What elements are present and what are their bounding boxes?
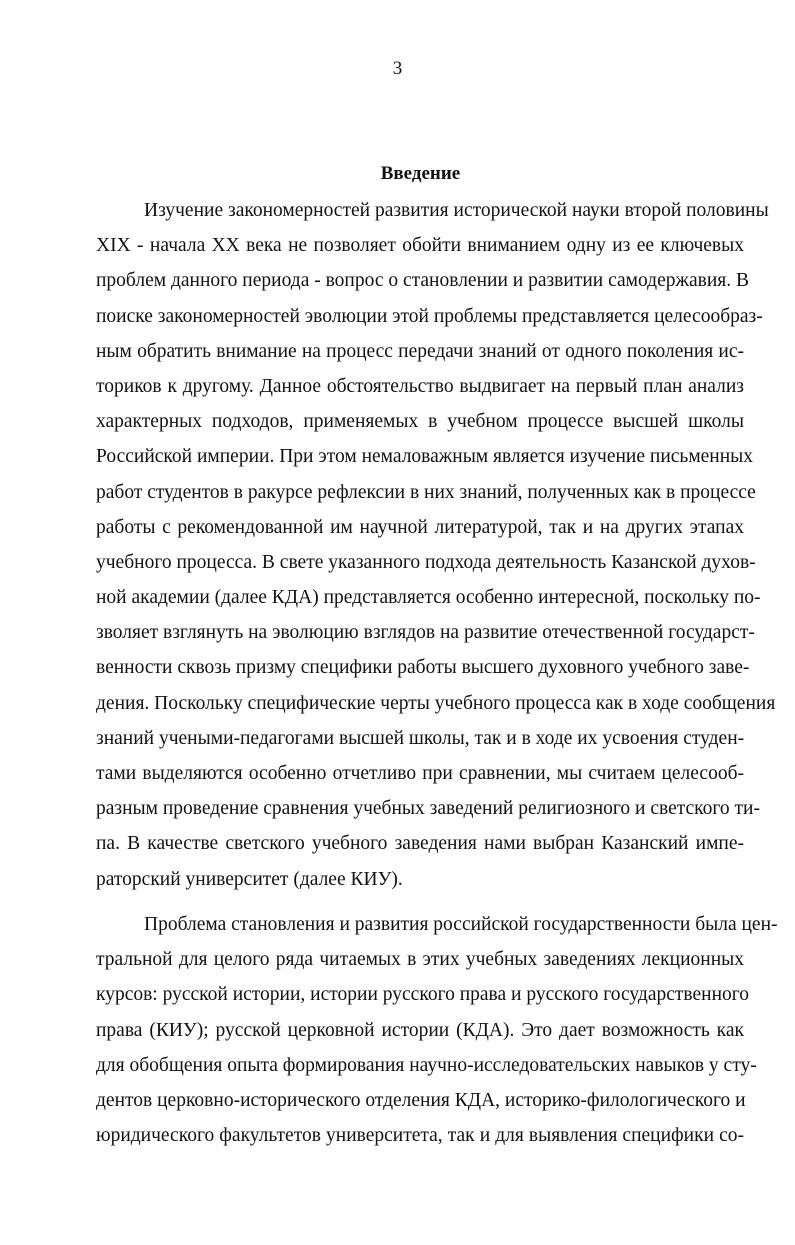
text-line: ториков к другому. Данное обстоятельство выдвигает на первый план анализ [96,375,744,397]
text-line: XIX - начала XX века не позволяет обойти вниманием одну из ее ключевых [96,235,744,257]
text-line: ным обратить внимание на процесс передачи знаний от одного поколения ис- [96,340,744,362]
text-line: курсов: русской истории, истории русского права и русского государственного [96,984,750,1006]
text-line: па. В качестве светского учебного заведения нами выбран Казанский импе- [96,833,744,855]
text-line: работ студентов в ракурсе рефлексии в них знаний, полученных как в процессе [96,481,756,503]
text-line: тральной для целого ряда читаемых в этих учебных заведениях лекционных [96,949,744,971]
text-line: характерных подходов, применяемых в учебном процессе высшей школы [96,411,744,433]
text-line: зволяет взглянуть на эволюцию взглядов на развитие отечественной государст- [96,622,755,644]
text-line: Российской империи. При этом немаловажным является изучение письменных [96,446,754,468]
text-line: разным проведение сравнения учебных заведений религиозного и светского ти- [96,798,760,820]
paragraph-2 [96,907,778,1153]
text-line: Проблема становления и развития российской государственности была цен- [144,914,778,935]
text-line: дентов церковно-исторического отделения КДА, историко-филологического и [96,1089,746,1111]
text-line: права (КИУ); русской церковной истории (КДА). Это дает возможность как [96,1019,744,1041]
paragraph-1 [96,193,776,897]
text-line: поиске закономерностей эволюции этой проблемы представляется целесообраз- [96,305,763,327]
text-line: тами выделяются особенно отчетливо при сравнении, мы считаем целесооб- [96,763,744,784]
text-line: работы с рекомендованной им научной литературой, так и на других этапах [96,516,744,538]
page-number: 3 [392,58,403,79]
section-heading: Введение [380,163,461,184]
text-line: ной академии (далее КДА) представляется особенно интересной, поскольку по- [96,587,761,609]
text-line: дения. Поскольку специфические черты учебного процесса как в ходе сообщения [96,692,776,714]
text-line: проблем данного периода - вопрос о становлении и развитии самодержавия. В [96,270,749,292]
text-line: учебного процесса. В свете указанного подхода деятельность Казанской духов- [96,551,756,573]
text-line: венности сквозь призму специфики работы высшего духовного учебного заве- [96,657,750,679]
text-line: юридического факультетов университета, так и для выявления специфики со- [96,1125,744,1147]
text-line: знаний учеными-педагогами высшей школы, так и в ходе их усвоения студен- [96,727,745,749]
text-line: раторский университет (далее КИУ). [96,868,403,890]
text-line: Изучение закономерностей развития исторической науки второй половины [144,200,769,221]
text-line: для обобщения опыта формирования научно-исследовательских навыков у сту- [96,1054,757,1076]
